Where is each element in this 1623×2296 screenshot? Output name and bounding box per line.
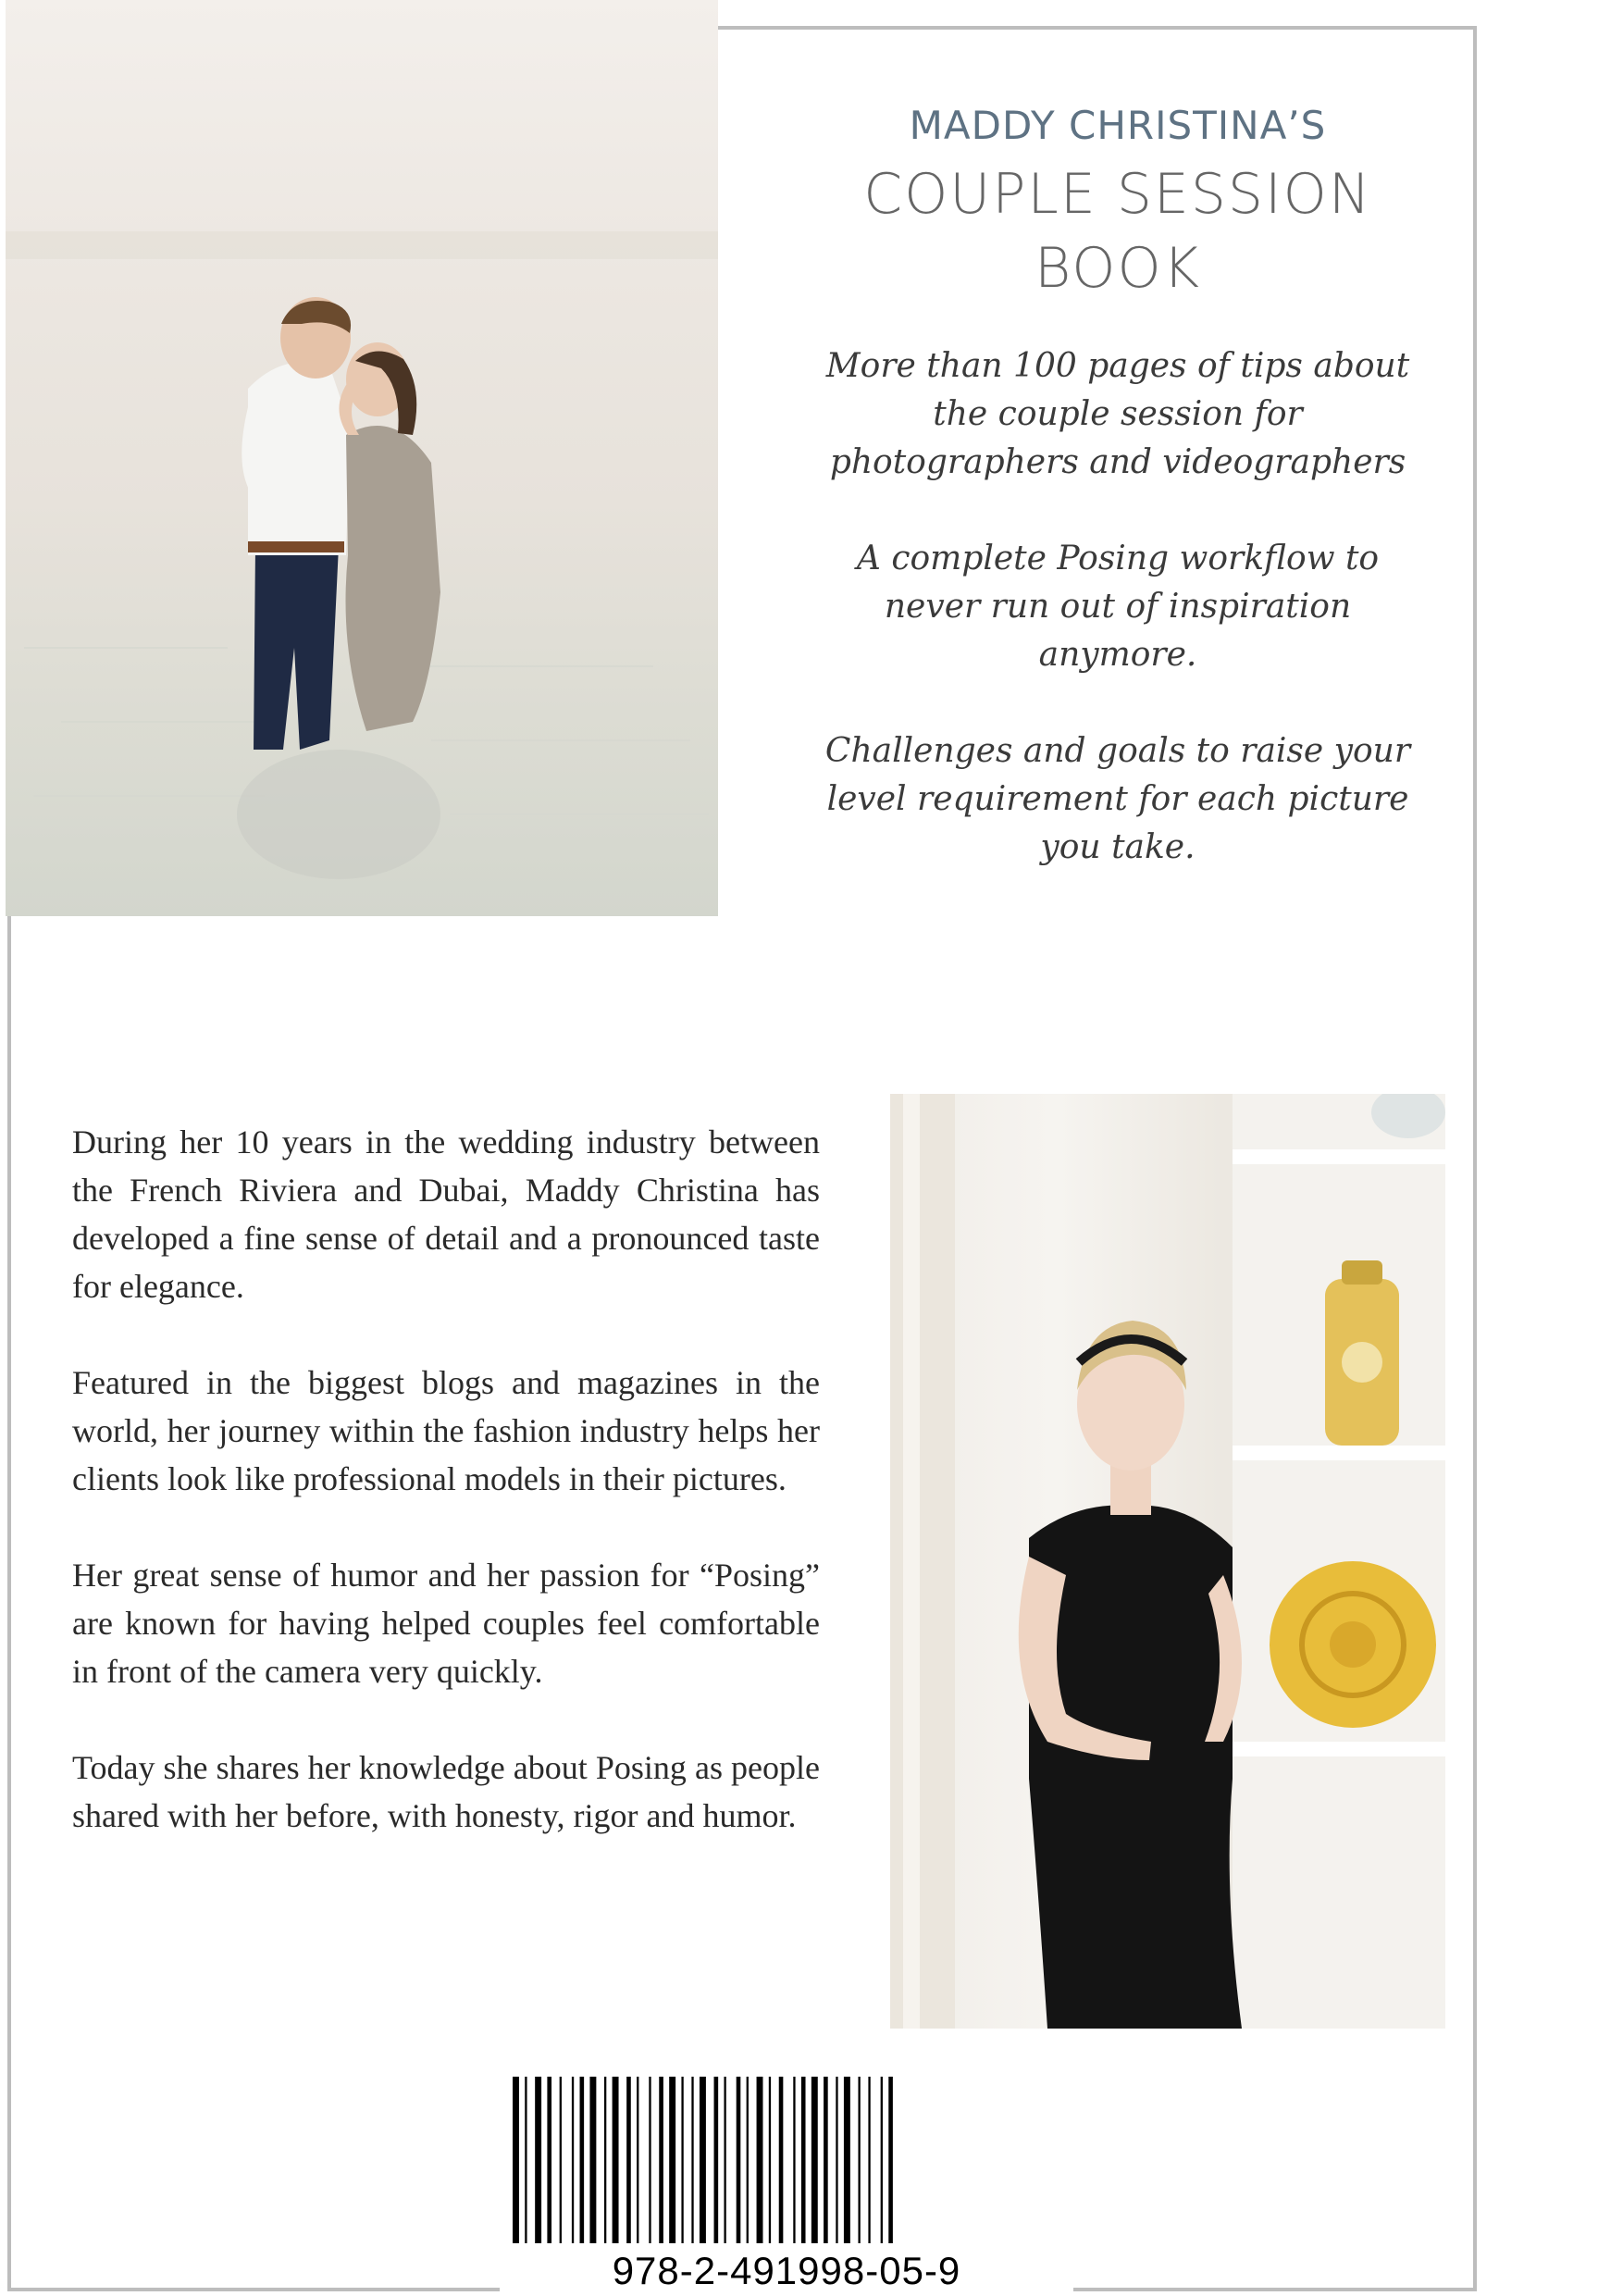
barcode-bar bbox=[681, 2077, 683, 2243]
barcode-bar bbox=[824, 2077, 828, 2243]
barcode-bar bbox=[747, 2077, 749, 2243]
barcode-bar bbox=[572, 2077, 574, 2243]
barcode-bar bbox=[757, 2077, 763, 2243]
isbn-number: 978-2-491998-05-9 bbox=[612, 2249, 961, 2292]
bio-paragraph: Featured in the biggest blogs and magazines in the world, her journey within the fashion industry helps her clients look like professional models in their pictures. bbox=[72, 1364, 820, 1497]
barcode-bar bbox=[613, 2077, 619, 2243]
tagline: Challenges and goals to raise your level requirement for each picture you take. bbox=[824, 732, 1411, 866]
barcode-bar bbox=[714, 2077, 719, 2243]
barcode-bar bbox=[637, 2077, 638, 2243]
barcode-bar bbox=[513, 2077, 519, 2243]
barcode-bar bbox=[560, 2077, 562, 2243]
barcode-bar bbox=[649, 2077, 650, 2243]
barcode-bar bbox=[626, 2077, 631, 2243]
barcode-bar bbox=[769, 2077, 771, 2243]
tagline: More than 100 pages of tips about the couple session for photographers and videographers bbox=[825, 347, 1410, 481]
barcode-bar bbox=[547, 2077, 551, 2243]
bio-paragraph: Her great sense of humor and her passion for “Posing” are known for having helped couples feel comfortable in front of the camera very quickly. bbox=[72, 1557, 820, 1690]
barcode-bar bbox=[589, 2077, 596, 2243]
barcode-bar bbox=[888, 2077, 893, 2243]
title-block bbox=[794, 100, 1442, 305]
barcode-bar bbox=[659, 2077, 663, 2243]
barcode-bar bbox=[535, 2077, 541, 2243]
barcode-bar bbox=[691, 2077, 693, 2243]
barcode-bar bbox=[724, 2077, 725, 2243]
barcode-bar bbox=[844, 2077, 850, 2243]
barcode-bar bbox=[525, 2077, 527, 2243]
barcode-bars bbox=[507, 2077, 1066, 2243]
book-title: COUPLE SESSION BOOK bbox=[863, 162, 1372, 301]
book-subtitle: MADDY CHRISTINA’S bbox=[909, 103, 1327, 148]
barcode-bar bbox=[801, 2077, 806, 2243]
barcode-bar bbox=[836, 2077, 837, 2243]
tagline: A complete Posing workflow to never run out of inspiration anymore. bbox=[856, 540, 1380, 674]
barcode-bar bbox=[737, 2077, 741, 2243]
barcode-bar bbox=[793, 2077, 795, 2243]
barcode-bar bbox=[881, 2077, 883, 2243]
barcode-bar bbox=[779, 2077, 784, 2243]
barcode-bar bbox=[669, 2077, 675, 2243]
couple-photo bbox=[6, 0, 718, 916]
barcode-bar bbox=[604, 2077, 606, 2243]
bio-paragraph: Today she shares her knowledge about Posing as people shared with her before, with honesty, rigor and humor. bbox=[72, 1749, 820, 1834]
barcode-bar bbox=[868, 2077, 870, 2243]
barcode-bar bbox=[812, 2077, 818, 2243]
barcode-bar bbox=[858, 2077, 860, 2243]
taglines bbox=[805, 342, 1431, 920]
barcode-bar bbox=[580, 2077, 585, 2243]
author-photo bbox=[890, 1094, 1445, 2029]
bio-paragraph: During her 10 years in the wedding industry between the French Riviera and Dubai, Maddy Christina has developed a fine sense of detail and a pronounced taste for elegance. bbox=[72, 1123, 820, 1305]
barcode-bar bbox=[700, 2077, 706, 2243]
author-bio bbox=[72, 1118, 820, 1888]
barcode bbox=[500, 2073, 1073, 2295]
